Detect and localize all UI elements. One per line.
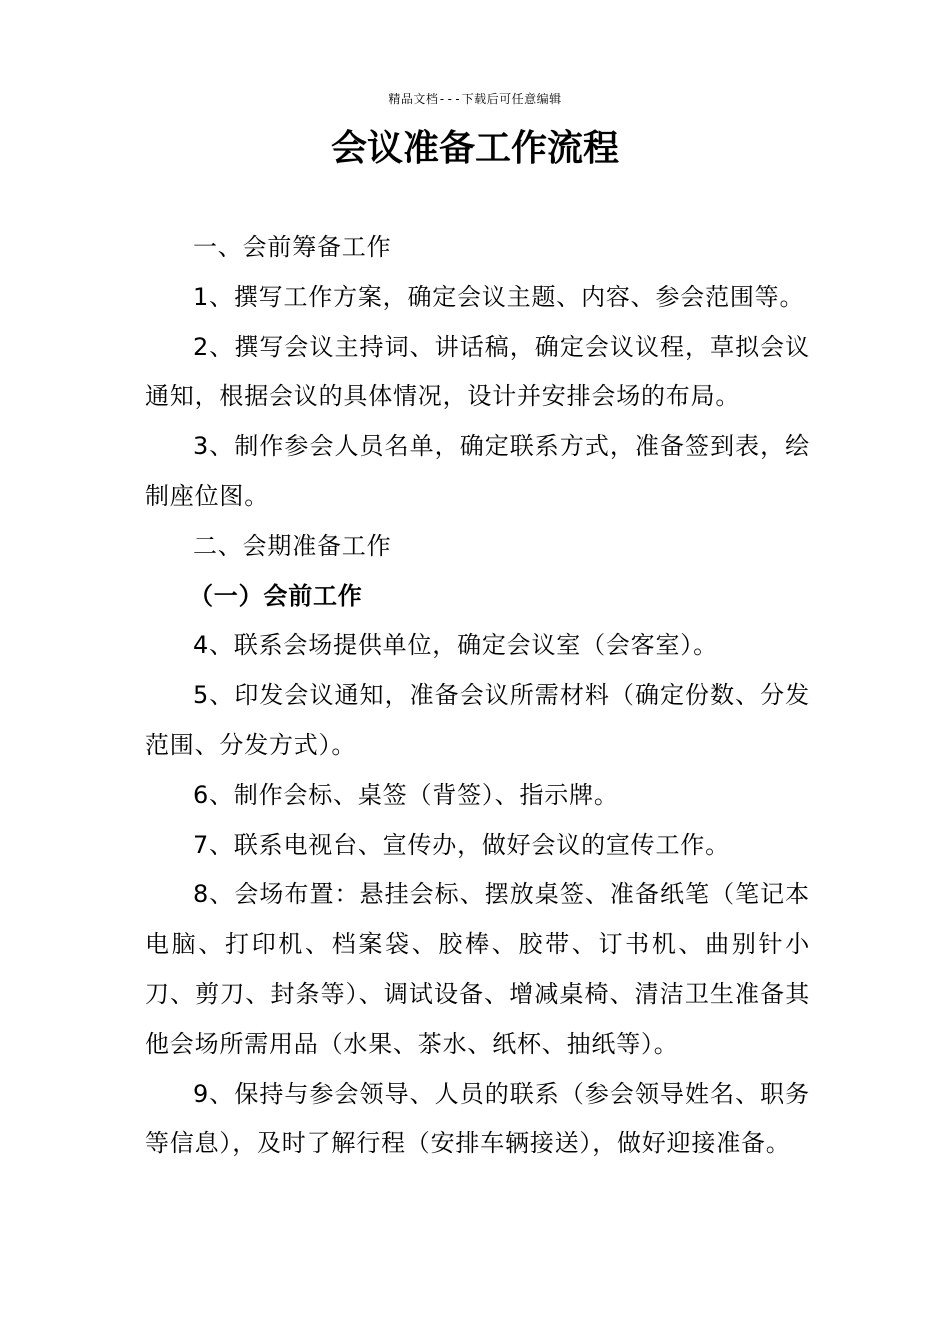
list-item-5: 5、印发会议通知，准备会议所需材料（确定份数、分发范围、分发方式）。 [145, 681, 810, 759]
header-note: 精品文档---下载后可任意编辑 [388, 92, 562, 106]
list-item-9: 9、保持与参会领导、人员的联系（参会领导姓名、职务等信息），及时了解行程（安排车辆接送），做好迎接准备。 [145, 1079, 810, 1158]
list-item-1: 1、撰写工作方案，确定会议主题、内容、参会范围等。 [193, 282, 805, 311]
list-item-8: 8、会场布置：悬挂会标、摆放桌签、准备纸笔（笔记本电脑、打印机、档案袋、胶棒、胶带、订书机、曲别针小刀、剪刀、封条等）、调试设备、增减桌椅、清洁卫生准备其他会场所需用品（水果、茶水、纸杯、抽纸等）。 [145, 880, 810, 1058]
list-item-4: 4、联系会场提供单位，确定会议室（会客室）。 [193, 631, 718, 660]
list-item-2: 2、撰写会议主持词、讲话稿，确定会议议程，草拟会议通知，根据会议的具体情况，设计并安排会场的布局。 [145, 332, 810, 411]
document-body [145, 223, 810, 1169]
list-item-3: 3、制作参会人员名单，确定联系方式，准备签到表，绘制座位图。 [145, 432, 810, 510]
section-heading-2: 二、会期准备工作 [193, 531, 392, 560]
list-item-6: 6、制作会标、桌签（背签）、指示牌。 [193, 780, 619, 809]
list-item-7: 7、联系电视台、宣传办，做好会议的宣传工作。 [193, 830, 730, 859]
subsection-heading-1: （一）会前工作 [189, 581, 363, 610]
section-heading-1: 一、会前筹备工作 [193, 233, 392, 261]
document-title: 会议准备工作流程 [330, 127, 619, 169]
